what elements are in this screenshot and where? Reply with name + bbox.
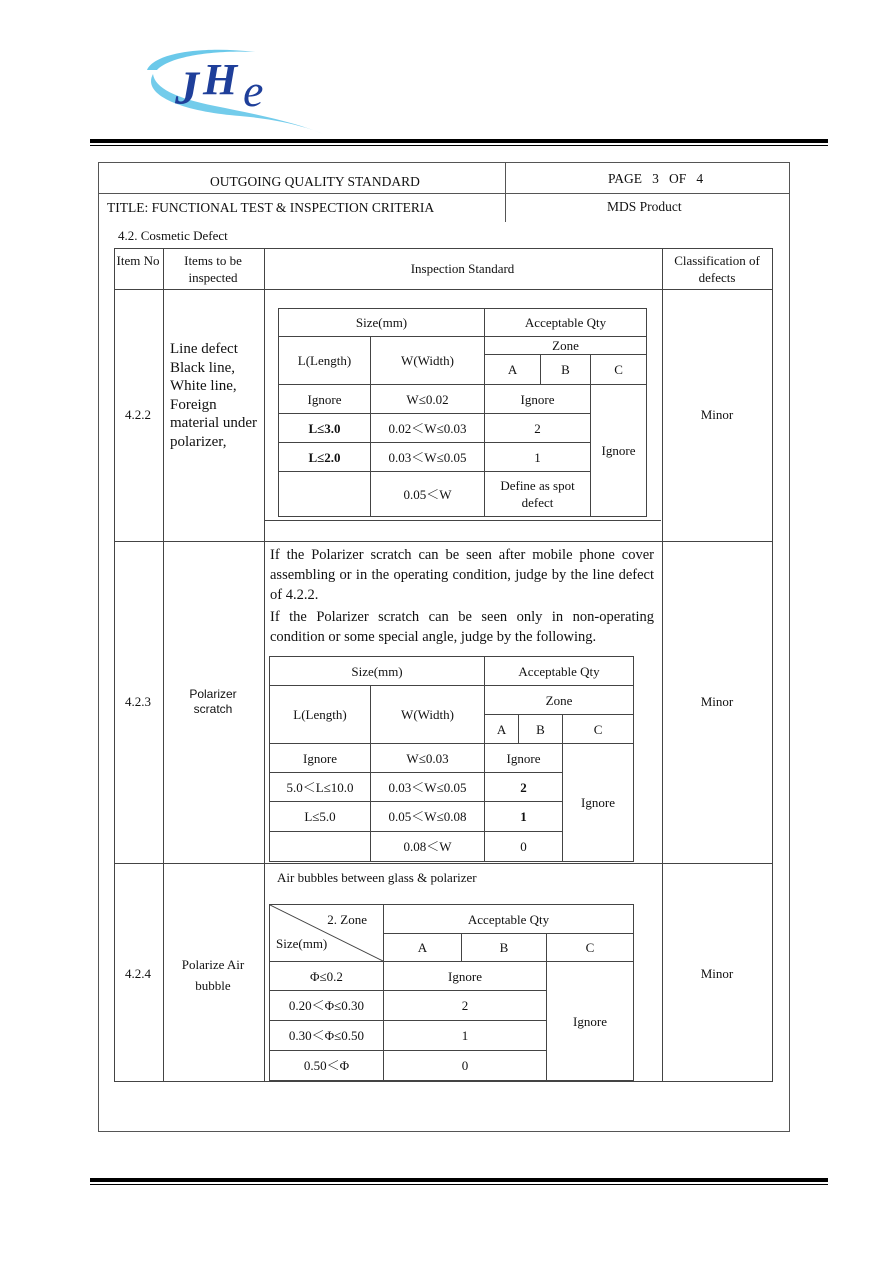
item-no: 4.2.2 bbox=[125, 407, 151, 422]
footer-rule-thin bbox=[90, 1184, 828, 1185]
cell: 0.02＜W≤0.03 bbox=[371, 414, 485, 443]
zone-header: Zone bbox=[485, 337, 647, 355]
zone-a: A bbox=[485, 715, 519, 744]
cell: 1 bbox=[485, 802, 563, 832]
cell: Ignore bbox=[279, 385, 371, 414]
item-description: Line defect Black line, White line, Foreign material under polarizer, bbox=[170, 341, 258, 450]
zone-a: A bbox=[485, 355, 541, 385]
divider bbox=[264, 520, 661, 521]
cell: L≤2.0 bbox=[279, 443, 371, 472]
svg-text:H: H bbox=[203, 55, 238, 104]
cell: 0.08＜W bbox=[371, 832, 485, 862]
classification: Minor bbox=[700, 694, 734, 709]
corner-size: Size(mm) bbox=[276, 936, 328, 951]
cell: 0.30＜Φ≤0.50 bbox=[270, 1021, 384, 1051]
cell: 5.0＜L≤10.0 bbox=[270, 773, 371, 802]
line-defect-table bbox=[278, 308, 647, 517]
item-no: 4.2.4 bbox=[125, 966, 151, 981]
zone-b: B bbox=[541, 355, 591, 385]
doc-title: OUTGOING QUALITY STANDARD bbox=[210, 174, 420, 189]
cell: 1 bbox=[485, 443, 591, 472]
item-description: Polarizer scratch bbox=[189, 687, 237, 716]
cell: 2 bbox=[485, 414, 591, 443]
qty-header: Acceptable Qty bbox=[485, 309, 647, 337]
cell bbox=[279, 472, 371, 517]
cell: 0.50＜Φ bbox=[270, 1051, 384, 1081]
cell: 1 bbox=[384, 1021, 547, 1051]
zone-c-value: Ignore bbox=[563, 744, 634, 862]
col-standard: Inspection Standard bbox=[410, 261, 515, 276]
header-rule-thin bbox=[90, 145, 828, 146]
zone-c-value: Ignore bbox=[547, 962, 634, 1081]
section-heading: 4.2. Cosmetic Defect bbox=[118, 228, 228, 243]
cell: W≤0.02 bbox=[371, 385, 485, 414]
width-header: W(Width) bbox=[371, 686, 485, 744]
header-rule bbox=[90, 139, 828, 143]
classification: Minor bbox=[700, 966, 734, 981]
cell: 0.05＜W bbox=[371, 472, 485, 517]
cell: Ignore bbox=[485, 744, 563, 773]
cell: Φ≤0.2 bbox=[270, 962, 384, 991]
width-header: W(Width) bbox=[371, 337, 485, 385]
air-bubble-caption: Air bubbles between glass & polarizer bbox=[277, 870, 477, 885]
cell: 2 bbox=[485, 773, 563, 802]
svg-text:e: e bbox=[243, 65, 264, 116]
cell: 0.03＜W≤0.05 bbox=[371, 443, 485, 472]
cell: Ignore bbox=[485, 385, 591, 414]
page-indicator: PAGE 3 OF 4 bbox=[608, 171, 704, 186]
zone-c: C bbox=[563, 715, 634, 744]
cell: L≤5.0 bbox=[270, 802, 371, 832]
size-header: Size(mm) bbox=[279, 309, 485, 337]
footer-rule bbox=[90, 1178, 828, 1182]
air-bubble-table bbox=[269, 904, 634, 1081]
cell: 0.20＜Φ≤0.30 bbox=[270, 991, 384, 1021]
zone-c: C bbox=[591, 355, 647, 385]
zone-c: C bbox=[547, 934, 634, 962]
corner-zone: 2. Zone bbox=[327, 912, 367, 927]
scratch-paragraph-1: If the Polarizer scratch can be seen after mobile phone cover assembling or in the operating condition, judge by the line defect of 4.2.2. bbox=[270, 547, 654, 603]
cell: 0.05＜W≤0.08 bbox=[371, 802, 485, 832]
cell bbox=[270, 832, 371, 862]
length-header: L(Length) bbox=[279, 337, 371, 385]
classification: Minor bbox=[700, 407, 734, 422]
cell: Ignore bbox=[384, 962, 547, 991]
cell: Ignore bbox=[270, 744, 371, 773]
cell: 0.03＜W≤0.05 bbox=[371, 773, 485, 802]
item-description: Polarize Air bubble bbox=[181, 957, 245, 993]
zone-b: B bbox=[462, 934, 547, 962]
product-name: MDS Product bbox=[607, 199, 682, 214]
svg-text:J: J bbox=[175, 62, 199, 115]
cell: 0 bbox=[485, 832, 563, 862]
qty-header: Acceptable Qty bbox=[485, 657, 634, 686]
zone-b: B bbox=[519, 715, 563, 744]
col-classification: Classification of defects bbox=[674, 253, 760, 285]
scratch-paragraph-2: If the Polarizer scratch can be seen only in non-operating condition or some special angle, judge by the following. bbox=[270, 609, 654, 645]
cell: Define as spot defect bbox=[485, 472, 591, 517]
doc-subtitle: TITLE: FUNCTIONAL TEST & INSPECTION CRITERIA bbox=[107, 200, 435, 215]
cell: W≤0.03 bbox=[371, 744, 485, 773]
company-logo bbox=[145, 44, 335, 136]
col-item-no: Item No bbox=[116, 253, 160, 268]
cell: 2 bbox=[384, 991, 547, 1021]
length-header: L(Length) bbox=[270, 686, 371, 744]
zone-a: A bbox=[384, 934, 462, 962]
item-no: 4.2.3 bbox=[125, 694, 151, 709]
zone-header: Zone bbox=[485, 686, 634, 715]
corner-cell bbox=[270, 905, 384, 962]
size-header: Size(mm) bbox=[270, 657, 485, 686]
cell: 0 bbox=[384, 1051, 547, 1081]
qty-header: Acceptable Qty bbox=[384, 905, 634, 934]
zone-c-value: Ignore bbox=[591, 385, 647, 517]
cell: L≤3.0 bbox=[279, 414, 371, 443]
scratch-table bbox=[269, 656, 634, 862]
col-items: Items to be inspected bbox=[184, 253, 242, 285]
